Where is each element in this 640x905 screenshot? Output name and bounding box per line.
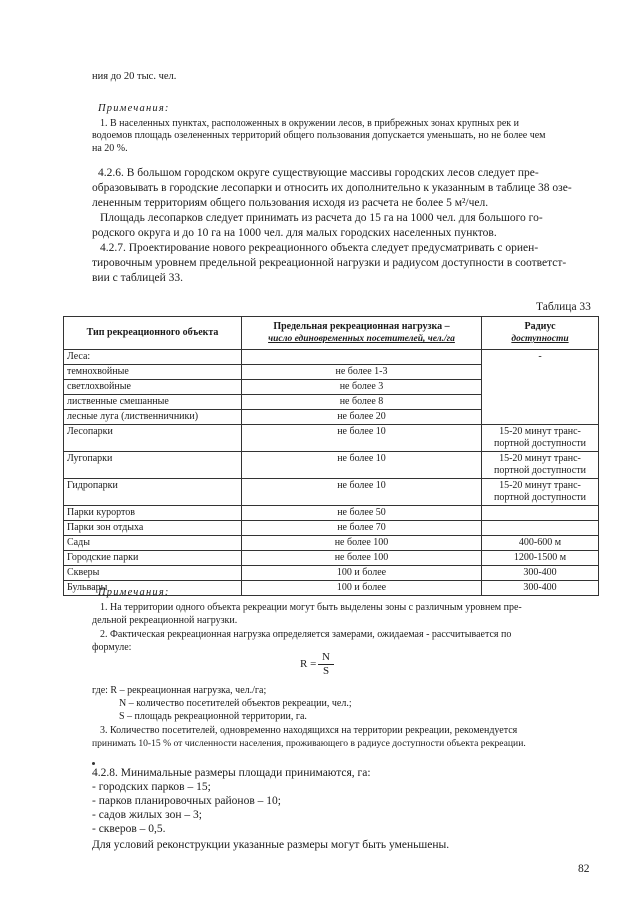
cell-load: [242, 350, 482, 365]
cell-type: Сады: [64, 536, 242, 551]
paragraph-line: Для условий реконструкции указанные размеры могут быть уменьшены.: [92, 839, 450, 851]
paragraph-line: лененным территориям общего пользования исходя из расчета не более 5 м²/чел.: [92, 197, 489, 209]
notes-heading: Примечания:: [98, 103, 170, 114]
cell-load: не более 70: [242, 521, 482, 536]
cell-load: не более 1-3: [242, 365, 482, 380]
cell-radius: 1200-1500 м: [482, 551, 599, 566]
cell-radius: [482, 479, 599, 506]
cell-radius: 300-400: [482, 566, 599, 581]
cell-load: не более 3: [242, 380, 482, 395]
paragraph-line: родского округа и до 10 га на 1000 чел. для малых городских населенных пунктов.: [92, 227, 497, 239]
radius-line: 15-20 минут транс-: [499, 453, 581, 464]
table-row: [64, 521, 599, 536]
cell-type: Парки курортов: [64, 506, 242, 521]
paragraph-line: 4.2.8. Минимальные размеры площади принимаются, га:: [92, 767, 371, 779]
cell-radius: [482, 506, 599, 521]
table-row: [64, 452, 599, 479]
cell-type: лиственные смешанные: [64, 395, 242, 410]
radius-line: портной доступности: [494, 465, 586, 476]
where-line: где: R – рекреационная нагрузка, чел./га;: [92, 685, 267, 696]
header-radius-main: Радиус: [524, 321, 556, 332]
paragraph-line: вии с таблицей 33.: [92, 272, 183, 284]
cell-type: лесные луга (лиственничники): [64, 410, 242, 425]
radius-line: 15-20 минут транс-: [499, 480, 581, 491]
cell-load: 100 и более: [242, 566, 482, 581]
formula-denominator: S: [323, 665, 330, 677]
cell-radius: [482, 521, 599, 536]
note-line: принимать 10-15 % от численности населения, проживающего в радиусе доступности объекта рекреации.: [92, 738, 526, 749]
paragraph-line: образовывать в городские лесопарки и относить их дополнительно к указанным в таблице 38 озе-: [92, 182, 572, 194]
radius-line: 15-20 минут транс-: [499, 426, 581, 437]
cell-load: не более 10: [242, 425, 482, 452]
formula-numerator: N: [322, 651, 330, 663]
cell-load: не более 20: [242, 410, 482, 425]
header-type: Тип рекреационного объекта: [64, 317, 242, 350]
table-row: [64, 425, 599, 452]
table-row: [64, 350, 599, 365]
paragraph-line: тировочным уровнем предельной рекреационной нагрузки и радиусом доступности в соответст-: [92, 257, 567, 269]
paragraph-line: 4.2.6. В большом городском округе существующие массивы городских лесов следует пре-: [98, 167, 539, 179]
cell-type: Гидропарки: [64, 479, 242, 506]
cell-type: Лугопарки: [64, 452, 242, 479]
table-row: [64, 479, 599, 506]
cell-radius: 400-600 м: [482, 536, 599, 551]
where-line: S – площадь рекреационной территории, га.: [119, 711, 307, 722]
where-line: N – количество посетителей объектов рекреации, чел.;: [119, 698, 352, 709]
cell-type: темнохвойные: [64, 365, 242, 380]
cell-radius: [482, 425, 599, 452]
header-load-sub: число единовременных посетителей, чел./га: [268, 334, 455, 344]
table-caption: Таблица 33: [536, 301, 591, 313]
list-item: - садов жилых зон – 3;: [92, 809, 202, 821]
page-number: 82: [578, 863, 590, 875]
header-radius-sub: доступности: [511, 334, 569, 344]
cell-type: Леса:: [64, 350, 242, 365]
cell-type: Скверы: [64, 566, 242, 581]
table-row: [64, 506, 599, 521]
cell-type: Лесопарки: [64, 425, 242, 452]
list-item: - городских парков – 15;: [92, 781, 211, 793]
cell-radius: 300-400: [482, 581, 599, 596]
list-item: - парков планировочных районов – 10;: [92, 795, 281, 807]
cell-load: не более 8: [242, 395, 482, 410]
note-line: 2. Фактическая рекреационная нагрузка определяется замерами, ожидаемая - рассчитывается по: [100, 629, 512, 640]
cell-load: не более 100: [242, 536, 482, 551]
recreation-table: [63, 316, 599, 596]
cell-type: Бульвары: [64, 581, 242, 596]
header-radius: [482, 317, 599, 350]
cell-load: не более 50: [242, 506, 482, 521]
table-row: [64, 536, 599, 551]
note-line: 3. Количество посетителей, одновременно находящихся на территории рекреации, рекомендуется: [100, 725, 518, 736]
cell-type: Городские парки: [64, 551, 242, 566]
table-row: [64, 566, 599, 581]
radius-line: портной доступности: [494, 492, 586, 503]
cell-load: не более 100: [242, 551, 482, 566]
note-line: на 20 %.: [92, 143, 128, 154]
cell-radius: -: [482, 350, 599, 425]
table-row: [64, 551, 599, 566]
list-item: - скверов – 0,5.: [92, 823, 166, 835]
note-line: дельной рекреационной нагрузки.: [92, 615, 238, 626]
continuation-line: ния до 20 тыс. чел.: [92, 71, 177, 82]
note-line: 1. На территории одного объекта рекреации могут быть выделены зоны с различным уровнем пре-: [100, 602, 522, 613]
paragraph-line: Площадь лесопарков следует принимать из расчета до 15 га на 1000 чел. для большого го-: [100, 212, 543, 224]
notes-heading: Примечания:: [98, 587, 170, 598]
paragraph-line: 4.2.7. Проектирование нового рекреационного объекта следует предусматривать с ориен-: [100, 242, 539, 254]
scan-speck: [92, 762, 95, 765]
note-line: формуле:: [92, 642, 132, 653]
note-line: 1. В населенных пунктах, расположенных в окружении лесов, в прибрежных зонах крупных рек и: [100, 118, 519, 129]
header-load-main: Предельная рекреационная нагрузка –: [273, 321, 450, 332]
cell-load: 100 и более: [242, 581, 482, 596]
formula: [300, 651, 340, 679]
note-line: водоемов площадь озелененных территорий общего пользования допускается уменьшать, но не более чем: [92, 130, 546, 141]
cell-load: не более 10: [242, 452, 482, 479]
cell-type: светлохвойные: [64, 380, 242, 395]
cell-load: не более 10: [242, 479, 482, 506]
table-header-row: [64, 317, 599, 350]
formula-lhs: R =: [300, 658, 317, 670]
cell-type: Парки зон отдыха: [64, 521, 242, 536]
cell-radius: [482, 452, 599, 479]
header-load: [242, 317, 482, 350]
radius-line: портной доступности: [494, 438, 586, 449]
